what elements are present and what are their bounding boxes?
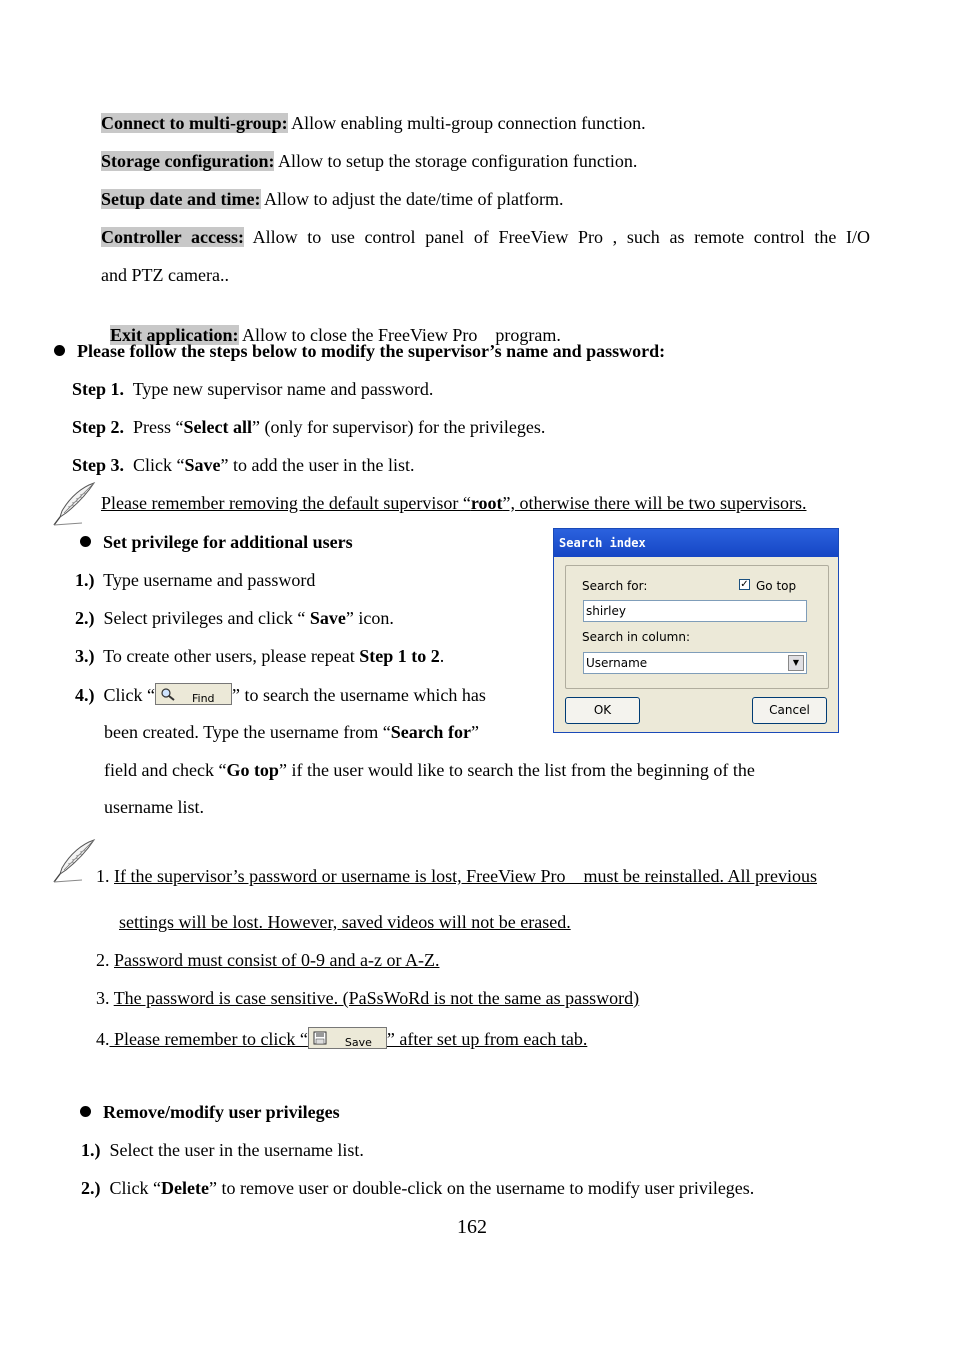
step-number: 1.) [81,1140,101,1160]
note-text-post: ” after set up from each tab. [386,1029,588,1049]
step-bold: Save [184,455,221,475]
additional-step-2 [75,607,394,629]
ok-button[interactable]: OK [565,697,640,724]
step-number: 2.) [81,1178,101,1198]
privilege-setup-date-time [101,188,563,210]
search-in-column-label: Search in column: [582,630,691,644]
chevron-down-icon[interactable]: ▼ [788,655,804,671]
step-text-post: ” icon. [345,608,394,628]
supervisor-heading [54,340,665,362]
step-text: Select privileges and click “ [94,608,310,628]
privilege-term: Setup date and time: [101,189,261,209]
privilege-connect-multi-group [101,112,646,134]
note-text-post: ”, otherwise there will be two supervisors. [502,493,807,513]
note-1-line-2: settings will be lost. However, saved videos will not be erased. [119,912,571,932]
additional-step-4-line-4: username list. [104,797,204,817]
feather-pen-icon [52,838,98,884]
find-button[interactable] [155,683,232,705]
note-text: Please remember to click “ [109,1029,308,1049]
step-number: 1.) [75,570,95,590]
note-text: Please remember removing the default supervisor “ [101,493,471,513]
step-bold: Step 1 to 2 [359,646,440,666]
note-4 [96,1028,587,1052]
privilege-desc: Allow to use control panel of FreeView Pro , such as remote control the I/O [243,227,870,247]
search-index-dialog [553,528,839,733]
step-number: 2.) [75,608,95,628]
cancel-button[interactable]: Cancel [752,697,827,724]
floppy-disk-icon [313,1031,327,1045]
dialog-title: Search index [554,529,838,557]
note-text: The password is case sensitive. (PaSsWoRd is not the same as password) [113,988,640,1008]
go-top-label: Go top [756,579,797,593]
step-bold: Search for [390,722,471,742]
step-text: Click “ [94,685,155,705]
remove-heading-text: Remove/modify user privileges [103,1102,340,1122]
note-3 [96,987,639,1009]
note-number: 2. [96,950,114,970]
step-label: Step 1. [72,379,125,399]
bullet-icon [80,536,91,547]
privilege-controller-access-cont: and PTZ camera.. [101,265,229,285]
remove-step-1 [81,1139,364,1161]
bullet-icon [54,345,65,356]
privilege-term: Controller access: [101,227,244,247]
note-bold: root [470,493,503,513]
step-label: Step 3. [72,455,125,475]
supervisor-step-1 [72,378,433,400]
privilege-term: Exit application: [110,325,239,345]
note-1 [96,865,817,887]
search-for-label: Search for: [582,579,648,593]
page-number: 162 [457,1216,487,1238]
step-number: 3.) [75,646,95,666]
privilege-desc: Allow to close the FreeView Pro program. [238,325,561,345]
note-text: If the supervisor’s password or username is lost, FreeView Pro must be reinstalled. All previous [114,866,817,886]
step-text-post: ” to remove user or double-click on the username to modify user privileges. [208,1178,755,1198]
step-text-post: ” (only for supervisor) for the privileges. [252,417,546,437]
step-text-post: ” [470,722,479,742]
magnifier-icon [160,687,176,701]
privilege-storage-configuration [101,150,637,172]
step-number: 4.) [75,685,95,705]
find-button-label: Find [192,691,215,705]
remove-step-2 [81,1177,754,1199]
step-text-post: ” to add the user in the list. [220,455,415,475]
supervisor-note [101,492,806,514]
step-bold: Go top [226,760,279,780]
privilege-desc: Allow enabling multi-group connection function. [287,113,646,133]
supervisor-step-3 [72,454,414,476]
note-2 [96,949,439,971]
privilege-term: Connect to multi-group: [101,113,288,133]
step-bold: Select all [183,417,252,437]
step-text: been created. Type the username from “ [104,722,391,742]
save-button-label: Save [344,1035,372,1049]
additional-step-1 [75,569,315,591]
step-text-post: ” to search the username which has [232,685,486,705]
supervisor-step-2 [72,416,545,438]
search-column-select[interactable] [583,652,807,674]
step-text-post: ” if the user would like to search the list from the beginning of the [278,760,755,780]
note-text: Password must consist of 0-9 and a-z or A-Z. [114,950,440,970]
search-column-value: Username [586,656,648,670]
step-text: Type new supervisor name and password. [124,379,434,399]
bullet-icon [80,1106,91,1117]
step-text-post: . [439,646,445,666]
step-text: Click “ [100,1178,161,1198]
step-bold: Save [309,608,346,628]
feather-pen-icon [52,481,98,527]
note-number: 1. [96,866,114,886]
supervisor-heading-text: Please follow the steps below to modify the supervisor’s name and password: [77,341,666,361]
remove-heading [80,1101,340,1123]
additional-step-4-line-3 [104,759,755,781]
additional-heading [80,531,353,553]
step-bold: Delete [161,1178,209,1198]
note-number: 3. [96,988,114,1008]
privilege-desc: Allow to setup the storage configuration function. [274,151,638,171]
search-for-input[interactable]: shirley [583,600,807,622]
additional-step-4-line-2 [104,721,479,743]
step-text: Select the user in the username list. [100,1140,364,1160]
step-text: To create other users, please repeat [94,646,360,666]
additional-heading-text: Set privilege for additional users [103,532,353,552]
step-text: Type username and password [94,570,316,590]
step-text: Click “ [124,455,185,475]
additional-step-3 [75,645,444,667]
privilege-term: Storage configuration: [101,151,275,171]
privilege-controller-access [101,226,870,248]
save-button[interactable] [308,1027,387,1049]
step-label: Step 2. [72,417,125,437]
step-text: field and check “ [104,760,227,780]
step-text: Press “ [124,417,184,437]
privilege-desc: Allow to adjust the date/time of platform. [260,189,564,209]
additional-step-4 [75,684,486,708]
note-number: 4. [96,1029,110,1049]
go-top-checkbox[interactable]: ✓ [740,579,749,590]
